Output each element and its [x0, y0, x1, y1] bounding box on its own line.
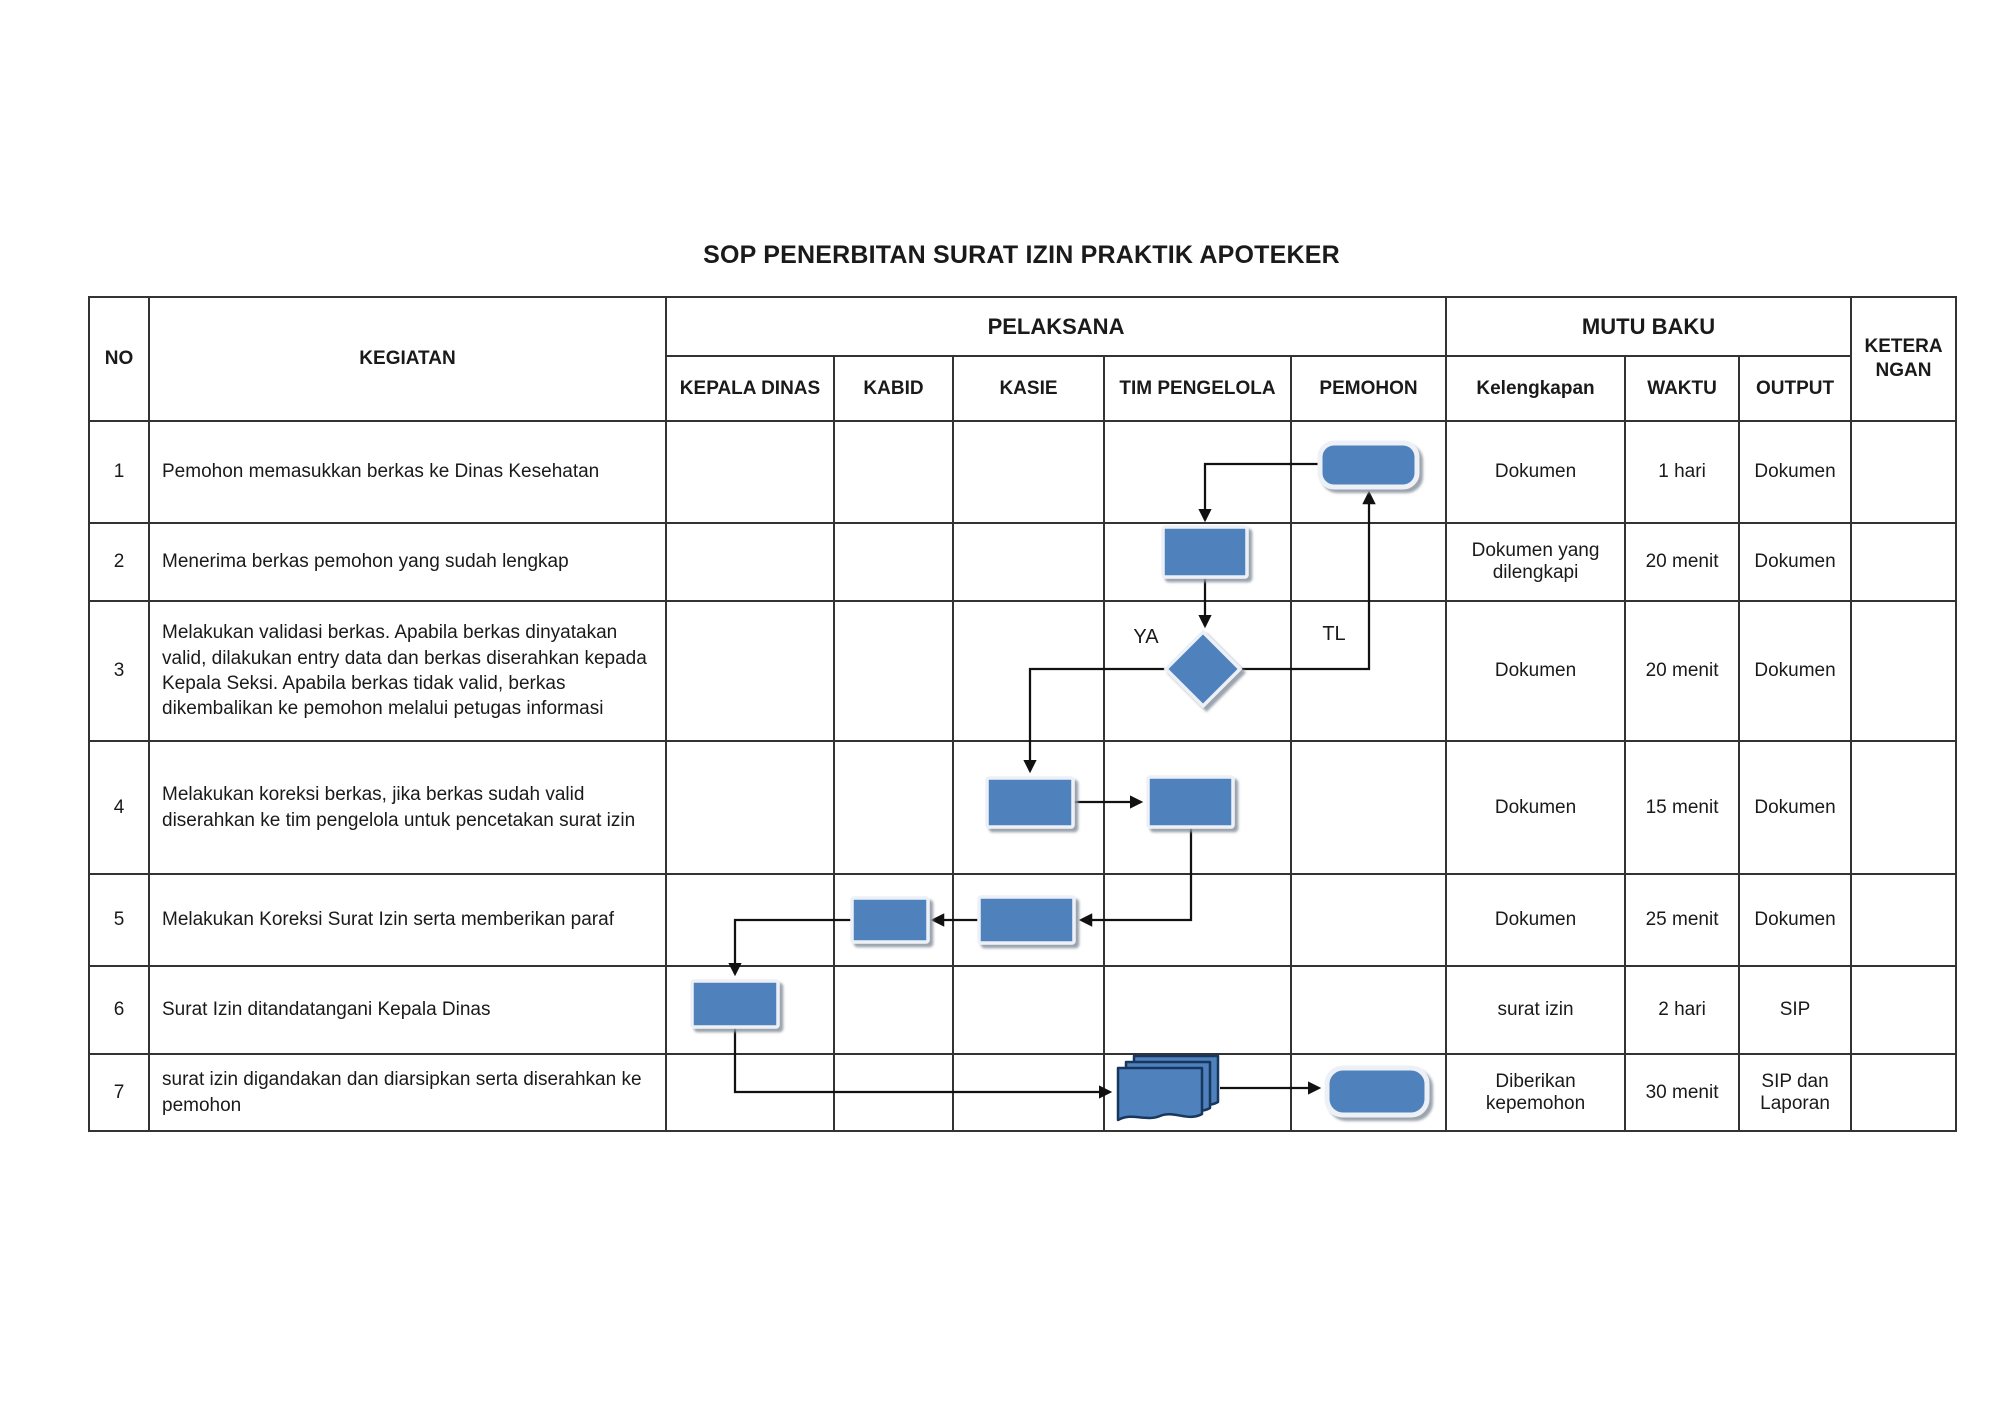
cell-waktu: 20 menit	[1625, 523, 1739, 601]
cell-pelaksana-kepala-dinas	[666, 421, 834, 523]
cell-output: Dokumen	[1739, 874, 1851, 966]
cell-pelaksana-pemohon	[1291, 741, 1446, 874]
cell-pelaksana-tim-pengelola	[1104, 523, 1291, 601]
header-keterangan	[1851, 297, 1956, 421]
cell-waktu: 30 menit	[1625, 1054, 1739, 1131]
subheader-kabid: KABID	[834, 356, 953, 421]
cell-kelengkapan: Dokumen	[1446, 421, 1625, 523]
cell-kegiatan: Pemohon memasukkan berkas ke Dinas Kesehatan	[149, 421, 666, 523]
table-row-1	[89, 421, 1956, 523]
cell-waktu: 25 menit	[1625, 874, 1739, 966]
cell-no: 3	[89, 601, 149, 741]
decision-no-label: TL	[1322, 623, 1346, 645]
cell-pelaksana-kabid	[834, 741, 953, 874]
cell-pelaksana-pemohon	[1291, 874, 1446, 966]
table-row-6	[89, 966, 1956, 1054]
cell-keterangan	[1851, 966, 1956, 1054]
header-keterangan-line1: KETERA	[1864, 336, 1943, 358]
cell-pelaksana-kabid	[834, 601, 953, 741]
subheader-waktu: WAKTU	[1625, 356, 1739, 421]
cell-kelengkapan: Dokumen	[1446, 874, 1625, 966]
cell-pelaksana-kabid	[834, 1054, 953, 1131]
subheader-tim-pengelola: TIM PENGELOLA	[1104, 356, 1291, 421]
table-row-7	[89, 1054, 1956, 1131]
cell-kelengkapan: Dokumen yang dilengkapi	[1446, 523, 1625, 601]
cell-output: SIP dan Laporan	[1739, 1054, 1851, 1131]
cell-pelaksana-kasie	[953, 874, 1104, 966]
cell-pelaksana-pemohon	[1291, 966, 1446, 1054]
cell-pelaksana-tim-pengelola	[1104, 874, 1291, 966]
cell-kelengkapan: surat izin	[1446, 966, 1625, 1054]
cell-pelaksana-kasie	[953, 741, 1104, 874]
decision-yes-label: YA	[1133, 626, 1159, 648]
cell-pelaksana-kepala-dinas	[666, 1054, 834, 1131]
cell-pelaksana-kepala-dinas	[666, 874, 834, 966]
cell-kegiatan: Menerima berkas pemohon yang sudah lengkap	[149, 523, 666, 601]
cell-waktu: 20 menit	[1625, 601, 1739, 741]
header-kegiatan: KEGIATAN	[149, 297, 666, 421]
cell-kegiatan: Surat Izin ditandatangani Kepala Dinas	[149, 966, 666, 1054]
sop-table	[88, 296, 1957, 1132]
cell-pelaksana-pemohon	[1291, 601, 1446, 741]
table-row-4	[89, 741, 1956, 874]
cell-keterangan	[1851, 421, 1956, 523]
cell-output: SIP	[1739, 966, 1851, 1054]
cell-pelaksana-kepala-dinas	[666, 523, 834, 601]
subheader-kelengkapan: Kelengkapan	[1446, 356, 1625, 421]
cell-kelengkapan: Diberikan kepemohon	[1446, 1054, 1625, 1131]
cell-output: Dokumen	[1739, 601, 1851, 741]
cell-kegiatan: Melakukan koreksi berkas, jika berkas sudah valid diserahkan ke tim pengelola untuk pencetakan surat izin	[149, 741, 666, 874]
cell-kegiatan: surat izin digandakan dan diarsipkan serta diserahkan ke pemohon	[149, 1054, 666, 1131]
subheader-kepala-dinas: KEPALA DINAS	[666, 356, 834, 421]
cell-no: 2	[89, 523, 149, 601]
cell-kegiatan: Melakukan validasi berkas. Apabila berkas dinyatakan valid, dilakukan entry data dan berkas diserahkan kepada Kepala Seksi. Apabila berkas tidak valid, berkas dikembalikan ke pemohon melalui petugas informasi	[149, 601, 666, 741]
cell-keterangan	[1851, 1054, 1956, 1131]
header-group-row	[89, 297, 1956, 356]
cell-pelaksana-kasie	[953, 1054, 1104, 1131]
table-row-3	[89, 601, 1956, 741]
cell-waktu: 2 hari	[1625, 966, 1739, 1054]
table-row-2	[89, 523, 1956, 601]
cell-keterangan	[1851, 741, 1956, 874]
cell-waktu: 1 hari	[1625, 421, 1739, 523]
cell-pelaksana-tim-pengelola	[1104, 601, 1291, 741]
cell-keterangan	[1851, 523, 1956, 601]
cell-kegiatan: Melakukan Koreksi Surat Izin serta memberikan paraf	[149, 874, 666, 966]
cell-pelaksana-kasie	[953, 523, 1104, 601]
header-no: NO	[89, 297, 149, 421]
cell-no: 6	[89, 966, 149, 1054]
header-pelaksana: PELAKSANA	[666, 297, 1446, 356]
cell-output: Dokumen	[1739, 523, 1851, 601]
cell-pelaksana-tim-pengelola	[1104, 1054, 1291, 1131]
cell-no: 1	[89, 421, 149, 523]
cell-output: Dokumen	[1739, 741, 1851, 874]
cell-pelaksana-tim-pengelola	[1104, 966, 1291, 1054]
cell-no: 4	[89, 741, 149, 874]
cell-pelaksana-kabid	[834, 966, 953, 1054]
cell-no: 7	[89, 1054, 149, 1131]
cell-pelaksana-kepala-dinas	[666, 966, 834, 1054]
cell-pelaksana-pemohon	[1291, 1054, 1446, 1131]
cell-pelaksana-kabid	[834, 874, 953, 966]
cell-pelaksana-tim-pengelola	[1104, 741, 1291, 874]
cell-pelaksana-kasie	[953, 601, 1104, 741]
cell-pelaksana-kepala-dinas	[666, 741, 834, 874]
cell-keterangan	[1851, 874, 1956, 966]
subheader-kasie: KASIE	[953, 356, 1104, 421]
cell-kelengkapan: Dokumen	[1446, 601, 1625, 741]
page-title: SOP PENERBITAN SURAT IZIN PRAKTIK APOTEKER	[703, 241, 1340, 269]
cell-no: 5	[89, 874, 149, 966]
cell-pelaksana-kasie	[953, 966, 1104, 1054]
cell-pelaksana-pemohon	[1291, 421, 1446, 523]
cell-pelaksana-kepala-dinas	[666, 601, 834, 741]
subheader-pemohon: PEMOHON	[1291, 356, 1446, 421]
cell-waktu: 15 menit	[1625, 741, 1739, 874]
cell-pelaksana-kasie	[953, 421, 1104, 523]
table-row-5	[89, 874, 1956, 966]
cell-output: Dokumen	[1739, 421, 1851, 523]
header-mutu-baku: MUTU BAKU	[1446, 297, 1851, 356]
subheader-output: OUTPUT	[1739, 356, 1851, 421]
cell-keterangan	[1851, 601, 1956, 741]
cell-pelaksana-kabid	[834, 523, 953, 601]
cell-pelaksana-kabid	[834, 421, 953, 523]
cell-kelengkapan: Dokumen	[1446, 741, 1625, 874]
cell-pelaksana-pemohon	[1291, 523, 1446, 601]
cell-pelaksana-tim-pengelola	[1104, 421, 1291, 523]
header-keterangan-line2: NGAN	[1875, 360, 1932, 381]
